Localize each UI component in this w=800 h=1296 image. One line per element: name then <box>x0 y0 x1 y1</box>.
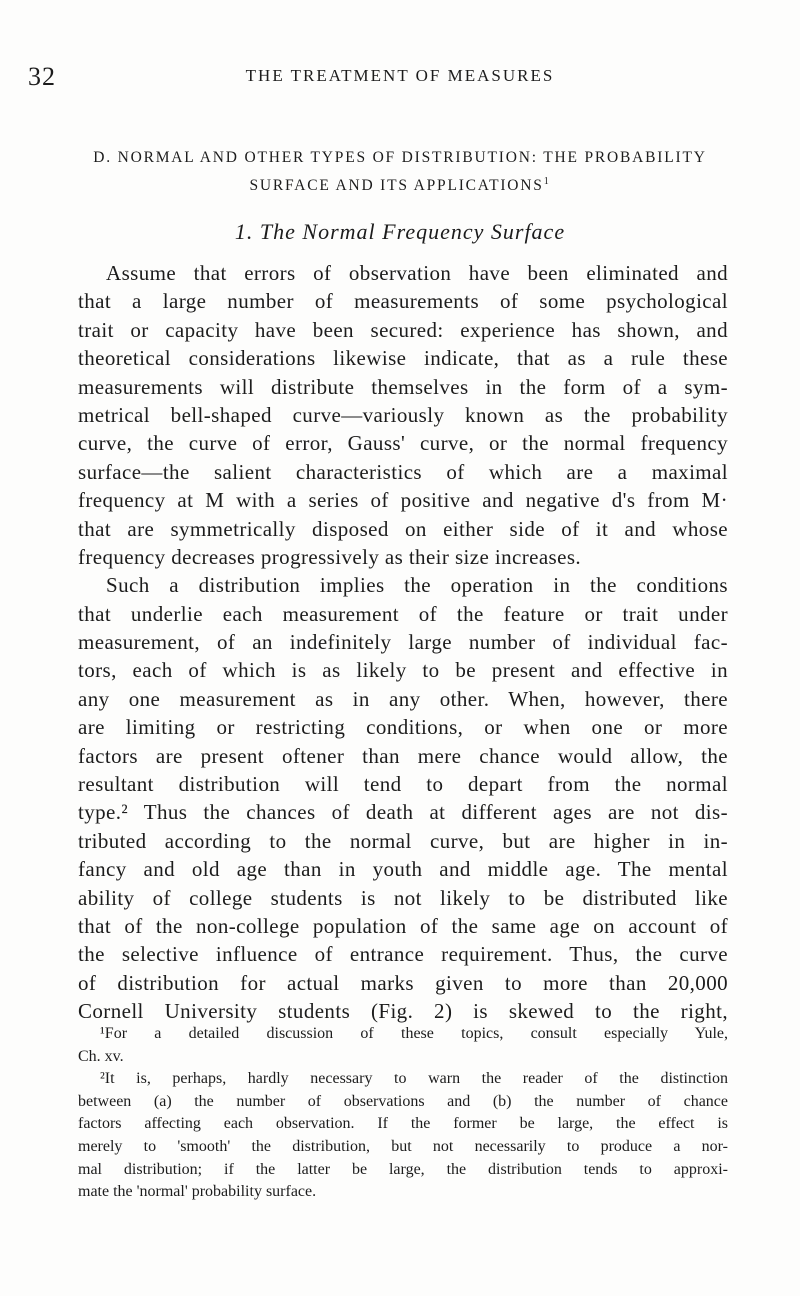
body-line: any one measurement as in any other. When, however, there <box>78 686 728 711</box>
body-line: that of the non-college population of the same age on account of <box>78 913 728 938</box>
body-line: ability of college students is not likely to be distributed like <box>78 885 728 910</box>
body-line: frequency at M with a series of positive and negative d's from M· <box>78 488 728 513</box>
body-line: resultant distribution will tend to depart from the normal <box>78 772 728 797</box>
body-line: Cornell University students (Fig. 2) is skewed to the right, <box>78 999 728 1024</box>
page-number: 32 <box>28 62 56 91</box>
body-text <box>78 259 728 1026</box>
section-heading-line-1: D. NORMAL AND OTHER TYPES OF DISTRIBUTION: THE PROBABILITY <box>93 149 707 166</box>
running-head: THE TREATMENT OF MEASURES <box>245 66 555 85</box>
subheading: 1. The Normal Frequency Surface <box>234 219 566 244</box>
footnote-line: between (a) the number of observations and (b) the number of chance <box>78 1092 728 1110</box>
body-line: metrical bell-shaped curve—variously known as the probability <box>78 402 728 427</box>
footnotes <box>78 1023 728 1204</box>
body-line: the selective influence of entrance requirement. Thus, the curve <box>78 942 728 967</box>
footnote-line: factors affecting each observation. If the former be large, the effect is <box>78 1115 728 1133</box>
footnote-line: mate the 'normal' probability surface. <box>78 1183 317 1201</box>
body-line: Such a distribution implies the operation in the conditions <box>106 573 728 598</box>
body-line: fancy and old age than in youth and middle age. The mental <box>78 857 728 882</box>
body-line: tors, each of which is as likely to be present and effective in <box>78 658 728 683</box>
footnote-line: mal distribution; if the latter be large, the distribution tends to approxi- <box>78 1160 728 1178</box>
body-line: tributed according to the normal curve, but are higher in in- <box>78 828 728 853</box>
body-line: that are symmetrically disposed on either side of it and whose <box>78 516 728 541</box>
footnote-line: ¹For a detailed discussion of these topics, consult especially Yule, <box>100 1025 728 1042</box>
footnote-line: Ch. xv. <box>78 1047 124 1065</box>
body-line: measurement, of an indefinitely large number of individual fac- <box>78 630 728 655</box>
section-heading <box>20 146 780 198</box>
footnote-ref: 1 <box>543 176 551 187</box>
body-line: frequency decreases progressively as their size increases. <box>78 544 582 569</box>
body-line: that a large number of measurements of some psychological <box>78 289 728 314</box>
section-heading-line-2 <box>20 170 780 198</box>
body-line: Assume that errors of observation have been eliminated and <box>106 261 728 285</box>
body-line: trait or capacity have been secured: experience has shown, and <box>78 317 728 342</box>
body-line: measurements will distribute themselves in the form of a sym- <box>78 374 728 399</box>
body-line: that underlie each measurement of the feature or trait under <box>78 601 728 626</box>
body-line: theoretical considerations likewise indicate, that as a rule these <box>78 346 728 371</box>
section-heading-text: SURFACE AND ITS APPLICATIONS <box>249 177 544 195</box>
body-line: of distribution for actual marks given to more than 20,000 <box>78 970 728 995</box>
body-line: factors are present oftener than mere chance would allow, the <box>78 743 728 768</box>
body-line: type.² Thus the chances of death at different ages are not dis- <box>78 800 728 825</box>
body-line: are limiting or restricting conditions, or when one or more <box>78 715 728 740</box>
footnote-line: ²It is, perhaps, hardly necessary to warn the reader of the distinction <box>100 1070 728 1088</box>
footnote-line: merely to 'smooth' the distribution, but not necessarily to produce a nor- <box>78 1137 728 1155</box>
body-line: surface—the salient characteristics of which are a maximal <box>78 459 728 484</box>
body-line: curve, the curve of error, Gauss' curve, or the normal frequency <box>78 431 728 456</box>
